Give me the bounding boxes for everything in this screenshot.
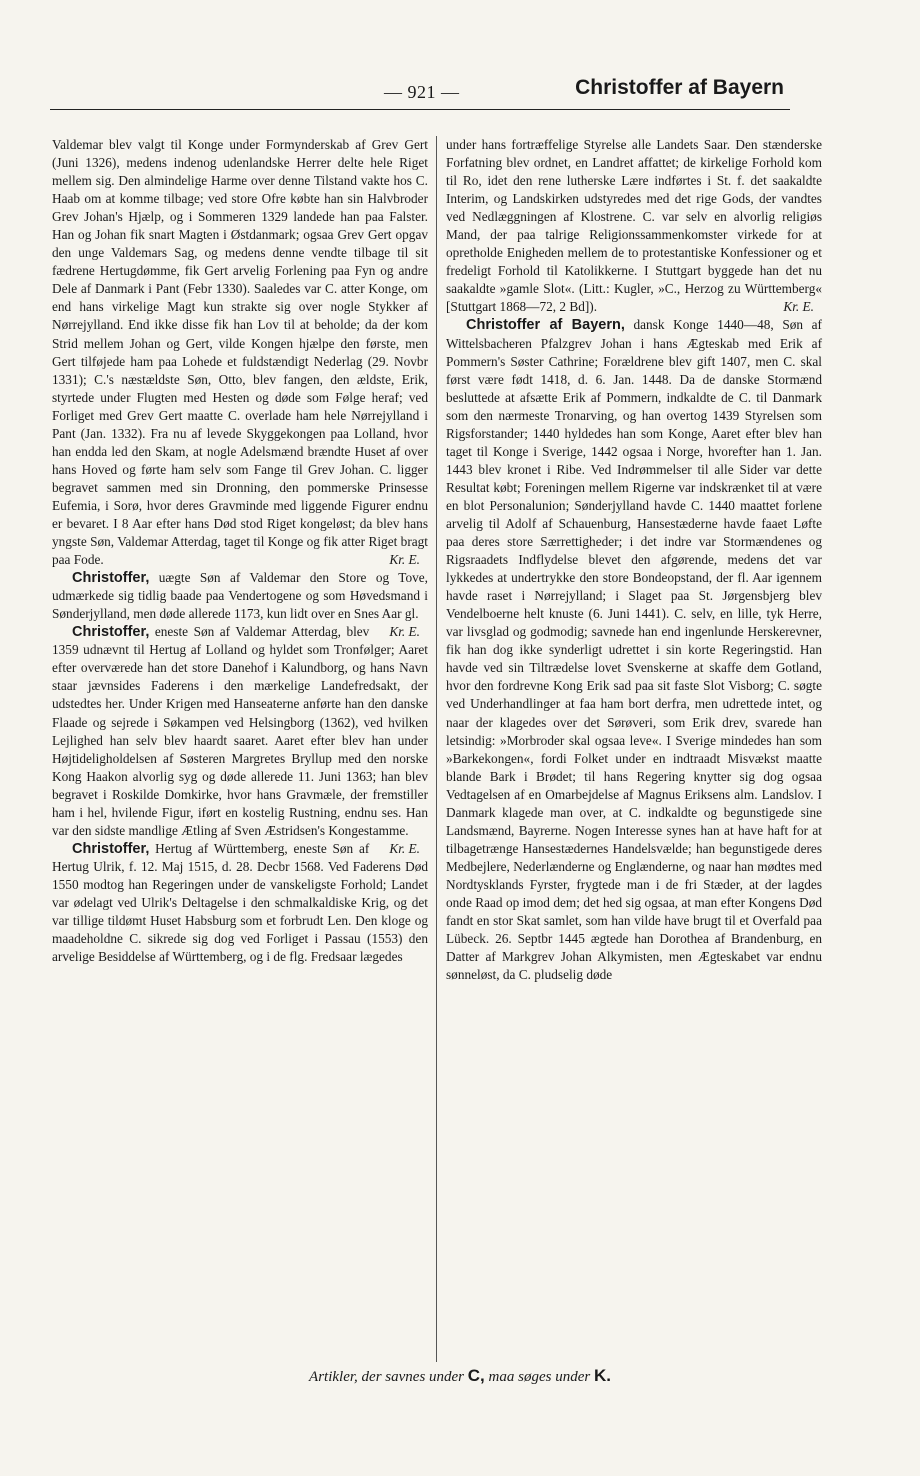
article-text: under hans fortræffelige Styrelse alle Landets Saar. Den stænderske Forfatning blev ordnet, en Landret affattet; de kirkelige Forhold kom til Ro, idet den rene lutherske Lære indførtes i St. f. det saakaldte Interim, og Landskirken udstyredes med det rige Gods, der vandtes ved Nedlæggningen af Klostrene. C. var selv en alvorlig religiøs Mand, der paa talrige Religionssammenkomster virkede for at opretholde Enigheden mellem de to protestantiske Konfessioner og et fredeligt Forhold til Katolikkerne. I Stuttgart byggede han det nu saakaldte »gamle Slot«. (Litt.: Kugler, »C., Herzog zu Württemberg« [Stuttgart 1868—72, 2 Bd]).	[446, 137, 822, 315]
headword: Christoffer af Bayern,	[466, 317, 625, 334]
column-divider	[436, 136, 437, 1362]
author-signature: Kr. E.	[389, 552, 420, 568]
header-rule	[50, 109, 790, 110]
article-entry	[446, 316, 822, 984]
footer-letter-k: K.	[593, 1366, 611, 1385]
page-footer-note	[0, 1366, 920, 1386]
article-entry	[52, 569, 428, 640]
running-head: Christoffer af Bayern	[575, 76, 784, 99]
footer-text: Artikler, der savnes under	[309, 1369, 468, 1385]
article-continuation	[52, 136, 428, 569]
article-text: eneste Søn af Valdemar Atterdag, blev 1359 udnævnt til Hertug af Lolland og hyldet som Tronfølger; Aaret efter overværede han det store Danehof i Kalundborg, og hans Navn staar jævnsides Faderens i den mærkelige Landefredsakt, der udstedtes her. Under Krigen med Hanseaterne anførte han den danske Flaade og sejrede i Søkampen ved Helsingborg (1362), ved hvilken Lejlighed han selv blev haardt saaret. Aaret efter blev han under Højtideligholdelsen af Søsteren Margretes Bryllup med den norske Kong Haakon alvorlig syg og døde allerede 11. Juni 1363; han blev begravet i Roskilde Domkirke, hvor hans Gravmæle, der fremstiller ham i hel, hvilende Figur, iført en kostelig Rustning, endnu ses. Han var den sidste mandlige Ætling af Sven Æstridsen's Kongestamme.	[52, 624, 428, 838]
left-column	[52, 136, 428, 966]
article-entry	[52, 840, 428, 966]
headword: Christoffer,	[72, 840, 150, 857]
author-signature: Kr. E.	[783, 299, 814, 315]
article-text: Hertug af Württemberg, eneste Søn af Hertug Ulrik, f. 12. Maj 1515, d. 28. Decbr 1568. Ved Faderens Død 1550 modtog han Regeringen under de vanskeligste Forhold; Landet var ødelagt ved Ulrik's Deltagelse i den schmalkaldiske Krig, og det var tillige tildømt Huset Habsburg som et forbrudt Len. Den kloge og maadeholdne C. sikrede sig dog ved Forliget i Passau (1553) den arvelige Besiddelse af Württemberg, og i de flg. Fredsaar lægedes	[52, 840, 428, 965]
page-header	[50, 76, 790, 110]
text-columns	[52, 122, 820, 1362]
article-entry	[52, 623, 428, 856]
author-signature: Kr. E.	[389, 840, 420, 856]
page-number: — 921 —	[384, 82, 460, 102]
headword: Christoffer,	[72, 570, 150, 587]
article-continuation	[446, 136, 822, 316]
article-text: uægte Søn af Valdemar den Store og Tove, udmærkede sig tidlig baade paa Vendertogene og som Høvedsmand i Sønderjylland, men døde allerede 1173, kun lidt over en Snes Aar gl.	[52, 570, 428, 622]
article-text: dansk Konge 1440—48, Søn af Wittelsbacheren Pfalzgrev Johan i hans Ægteskab med Erik af Pommern's Søster Cathrine; Forældrene blev gift 1407, men C. skal først være født 1418, d. 6. Jan. 1448. Da de danske Stormænd besluttede at afsætte Erik af Pommern, indkaldte de C. til Danmark som den nærmeste Tronarving, og han overtog 1439 Styrelsen som Rigsforstander; 1440 hyldedes han som Konge, Aaret efter blev han taget til Konge i Sverige, 1442 ogsaa i Norge, hvorefter han 1. Jan. 1443 blev kronet i Ribe. Ved Indrømmelser til alle Sider var dette Resultat købt; Foreningen mellem Rigerne var indskrænket til at være en blot Personalunion; Sønderjylland havde C. 1440 maattet forlene arvelig til Adolf af Schauenburg, Hansestæderne havde faaet Løfte paa deres store Særrettigheder; i det indre var Stormændenes og Rigsraadets Indflydelse blevet den afgørende, medens det var lykkedes at undertrykke den store Bondeopstand, der fl. Aar igennem havde raset i Nørrejylland; i Slaget paa St. Jørgensbjerg blev Vendelboerne helt knuste (6. Juni 1441). C. selv, en lille, tyk Herre, var livsglad og godmodig; savnede han end ingenlunde Herskerevner, fik han dog ikke synderligt udrettet i sin korte Regeringstid. Han havde ved sin Tiltrædelse lovet Svenskerne at skaffe dem Gotland, hvor den fordrevne Kong Erik sad paa sit faste Slot Visborg; C. søgte ved Underhandlinger at faa ham bort derfra, men udrettede intet, og naar der klagedes over det Sørøveri, som Erik drev, svarede han letsindig: »Morbroder skal ogsaa leve«. I Sverige mindedes han som »Barkekongen«, fordi Folket under en indtraadt Misvækst maatte blande Bark i Brødet; til hans Regering knytter sig dog ogsaa Vedtagelsen af en Omarbejdelse af Magnus Eriksens alm. Landslov. I Danmark klagede man over, at C. indkaldte og begunstigede sine Landsmænd, Bayrerne. Nogen Interesse synes han at have haft for at tilbagetrænge Hansestædernes Handelsvælde; han begunstigede deres Medbejlere, Nederlænderne og Englænderne, og naar han mødtes med Nordtysklands Fyrster, frygtede man i de fri Stæder, at der lagdes onde Raad op imod dem; det hed sig ogsaa, at man efter Kongens Død fandt en stor Skat samlet, som han vilde have brugt til et Overfald paa Lübeck. 26. Septbr 1445 ægtede han Dorothea af Brandenburg, en Datter af Markgrev Johan Alkymisten, men Ægteskabet var endnu sønneløst, da C. pludselig døde	[446, 317, 822, 983]
right-column	[446, 136, 822, 984]
footer-letter-c: C,	[467, 1366, 485, 1385]
author-signature: Kr. E.	[389, 624, 420, 640]
headword: Christoffer,	[72, 624, 150, 641]
article-text: Valdemar blev valgt til Konge under Formynderskab af Grev Gert (Juni 1326), medens indenog udenlandske Herrer delte hele Riget mellem sig. Den almindelige Harme over denne Tilstand vakte hos C. Haab om at komme tilbage; ved store Ofre købte han sin Halvbroder Grev Johan's Hjælp, og i Sommeren 1329 landede han paa Falster. Han og Johan fik snart Magten i Østdanmark; ogsaa Grev Gert opgav den unge Valdemars Sag, og medens denne vendte tilbage til sit fædrene Hertugdømme, fik Gert arvelig Forlening paa Fyn og andre Dele af Danmark i Pant (Febr 1330). Saaledes var C. atter Konge, om end hans virkelige Magt kun strakte sig over nogle Stykker af Nørrejylland. End ikke disse fik han Lov til at beholde; da der kom Strid mellem Johan og Gert, vilde Kongen hjælpe den første, men Gert tilføjede ham paa Lohede et fuldstændigt Nederlag (29. Novbr 1331); C.'s næstældste Søn, Otto, blev fangen, den ældste, Erik, styrtede under Flugten med Hesten og døde som Følge heraf; ved Forliget med Grev Gert maatte C. overlade ham hele Nørrejylland i Pant (Jan. 1332). Fra nu af levede Skyggekongen paa Lolland, hvor han endda led den Skam, at nogle Adelsmænd brændte Huset af over hans Hoved og førte ham selv som Fange til Grev Johan. C. ligger begravet sammen med sin Dronning, den pommerske Prinsesse Eufemia, i Sorø, hvor deres Gravminde med liggende Figurer endnu er bevaret. I 8 Aar efter hans Død stod Riget kongeløst; da blev hans yngste Søn, Valdemar Atterdag, taget til Konge og fik atter Riget bragt paa Fode.	[52, 137, 428, 568]
footer-text: maa søges under	[484, 1369, 594, 1385]
